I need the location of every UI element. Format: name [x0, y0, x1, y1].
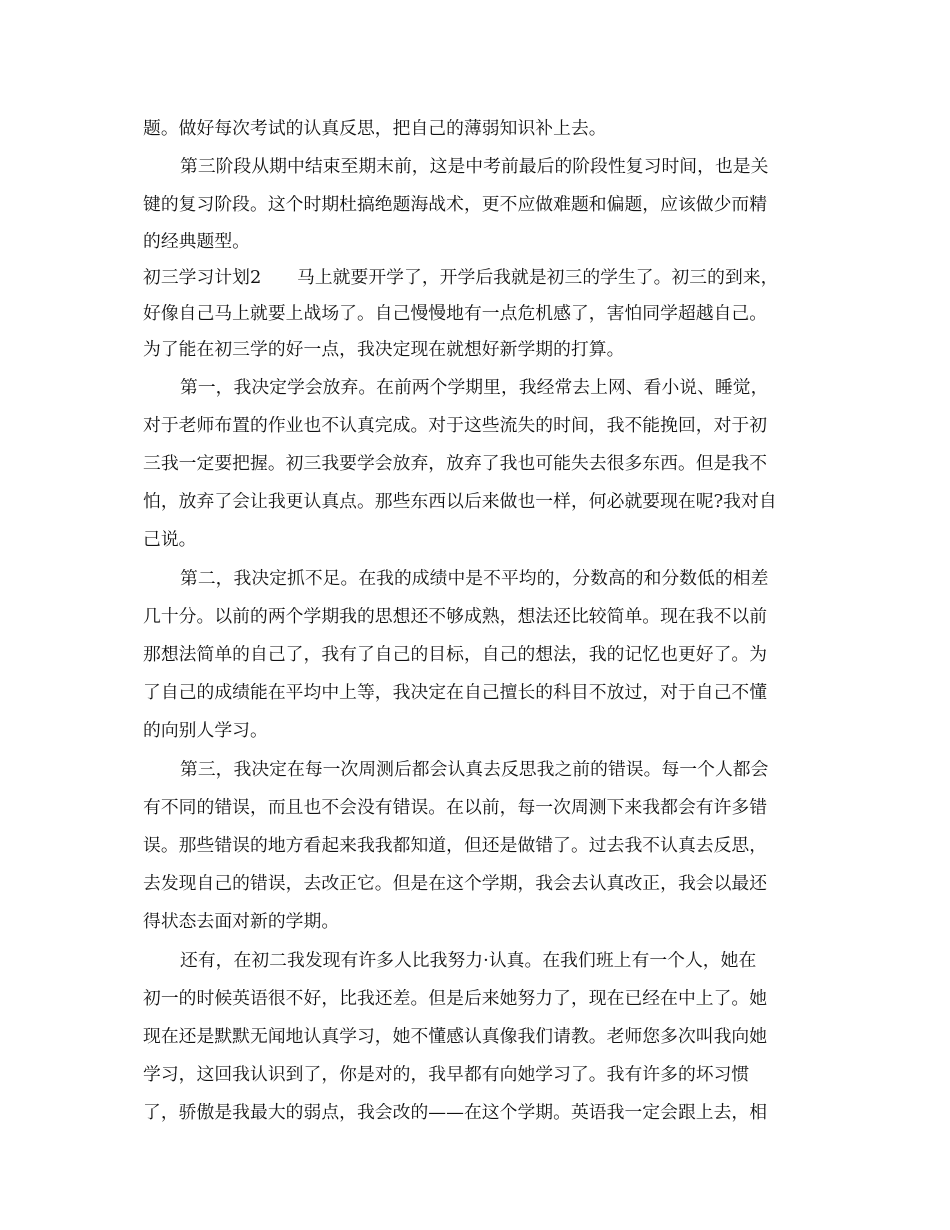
text-line: 几十分。以前的两个学期我的思想还不够成熟，想法还比较简单。现在我不以前	[143, 606, 768, 627]
text-line: 学习，这回我认识到了，你是对的，我早都有向她学习了。我有许多的坏习惯	[143, 1064, 750, 1085]
text-line: 有不同的错误，而且也不会没有错误。在以前，每一次周测下来我都会有许多错	[143, 797, 768, 818]
paragraph-start-line: 第三，我决定在每一次周测后都会认真去反思我之前的错误。每一个人都会	[180, 759, 769, 780]
text-line: 题。做好每次考试的认真反思，把自己的薄弱知识补上去。	[143, 118, 607, 139]
text-line: 得状态去面对新的学期。	[143, 911, 340, 932]
text-line: 现在还是默默无闻地认真学习，她不懂感认真像我们请教。老师您多次叫我向她	[143, 1026, 768, 1047]
paragraph-start-line: 第一，我决定学会放弃。在前两个学期里，我经常去上网、看小说、睡觉，	[180, 377, 769, 398]
text-line: 那想法简单的自己了，我有了自己的目标，自己的想法，我的记忆也更好了。为	[143, 644, 768, 665]
text-line: 三我一定要把握。初三我要学会放弃，放弃了我也可能失去很多东西。但是我不	[143, 453, 768, 474]
text-line: 初一的时候英语很不好，比我还差。但是后来她努力了，现在已经在中上了。她	[143, 988, 768, 1009]
section-heading-line: 初三学习计划2 马上就要开学了，开学后我就是初三的学生了。初三的到来，	[143, 267, 779, 288]
text-line: 的向别人学习。	[143, 720, 268, 741]
text-line: 怕，放弃了会让我更认真点。那些东西以后来做也一样，何必就要现在呢?我对自	[143, 491, 777, 512]
text-line: 的经典题型。	[143, 231, 250, 252]
text-line: 了，骄傲是我最大的弱点，我会改的——在这个学期。英语我一定会跟上去，相	[143, 1102, 768, 1123]
text-line: 好像自己马上就要上战场了。自己慢慢地有一点危机感了，害怕同学超越自己。	[143, 303, 768, 324]
text-line: 去发现自己的错误，去改正它。但是在这个学期，我会去认真改正，我会以最还	[143, 873, 768, 894]
text-line: 己说。	[143, 529, 197, 550]
text-line: 对于老师布置的作业也不认真完成。对于这些流失的时间，我不能挽回，对于初	[143, 415, 768, 436]
text-line: 误。那些错误的地方看起来我我都知道，但还是做错了。过去我不认真去反思，	[143, 835, 768, 856]
text-line: 键的复习阶段。这个时期杜搞绝题海战术，更不应做难题和偏题，应该做少而精	[143, 194, 768, 215]
paragraph-start-line: 还有，在初二我发现有许多人比我努力·认真。在我们班上有一个人，她在	[180, 950, 757, 971]
paragraph-start-line: 第二，我决定抓不足。在我的成绩中是不平均的，分数高的和分数低的相差	[180, 568, 769, 589]
text-line: 了自己的成绩能在平均中上等，我决定在自己擅长的科目不放过，对于自己不懂	[143, 682, 768, 703]
paragraph-start-line: 第三阶段从期中结束至期末前，这是中考前最后的阶段性复习时间，也是关	[180, 156, 769, 177]
text-line: 为了能在初三学的好一点，我决定现在就想好新学期的打算。	[143, 339, 625, 360]
